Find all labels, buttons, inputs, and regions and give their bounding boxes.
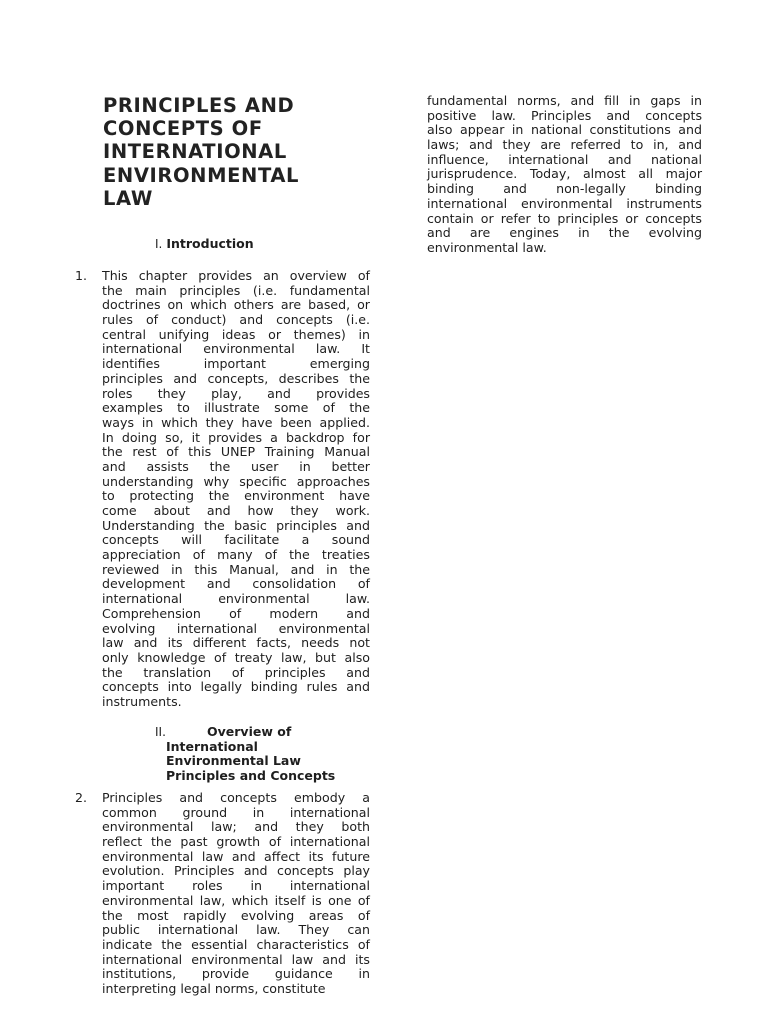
text-line: the translation of principles and <box>102 664 370 680</box>
text-line: development and consolidation of <box>102 576 370 592</box>
text-line: influence, international and national <box>427 151 702 167</box>
text-line: international environmental instruments <box>427 195 702 211</box>
title-line: LAW <box>103 186 153 210</box>
text-line: international environmental law. It <box>102 341 370 357</box>
text-line: the main principles (i.e. fundamental <box>102 282 370 298</box>
text-line: concepts will facilitate a sound <box>102 532 370 548</box>
text-line: only knowledge of treaty law, but also <box>102 649 370 665</box>
text-line: doctrines on which others are based, or <box>102 297 370 313</box>
text-line: appreciation of many of the treaties <box>102 547 370 563</box>
text-line: environmental law. <box>427 239 547 255</box>
section-heading-overview <box>155 725 365 783</box>
text-line: In doing so, it provides a backdrop for <box>102 429 370 445</box>
text-line: rules of conduct) and concepts (i.e. <box>102 312 370 328</box>
text-line: to protecting the environment have <box>102 488 370 504</box>
text-line: law and its different facts, needs not <box>102 635 370 651</box>
title-line: CONCEPTS OF <box>103 117 263 141</box>
text-line: and are engines in the evolving <box>427 225 702 241</box>
text-line: understanding why specific approaches <box>102 473 370 489</box>
section-title: Introduction <box>166 236 254 251</box>
section-title-line: International <box>166 738 258 754</box>
text-line: also appear in national constitutions and <box>427 122 702 138</box>
text-line: This chapter provides an overview of <box>102 268 370 283</box>
section-title-line: Overview of <box>207 724 292 739</box>
text-line: the most rapidly evolving areas of <box>102 907 370 923</box>
text-line: jurisprudence. Today, almost all major <box>427 166 702 182</box>
text-line: reviewed in this Manual, and in the <box>102 561 370 577</box>
paragraph-number: 2. <box>75 790 88 805</box>
paragraph-1 <box>75 268 370 710</box>
paragraph-2-continued <box>427 94 702 256</box>
document-title <box>103 94 343 210</box>
text-line: Comprehension of modern and <box>102 605 370 621</box>
text-line: the rest of this UNEP Training Manual <box>102 444 370 460</box>
title-line: PRINCIPLES AND <box>103 94 295 117</box>
text-line: public international law. They can <box>102 922 370 938</box>
text-line: environmental law and affect its future <box>102 848 370 864</box>
text-line: evolving international environmental <box>102 620 370 636</box>
text-line: and assists the user in better <box>102 458 370 474</box>
text-line: common ground in international <box>102 804 370 820</box>
text-line: Understanding the basic principles and <box>102 517 370 533</box>
text-line: identifies important emerging <box>102 356 370 372</box>
text-line: roles they play, and provides <box>102 385 370 401</box>
section-heading-introduction <box>155 237 254 252</box>
text-line: come about and how they work. <box>102 503 370 518</box>
title-line: INTERNATIONAL <box>103 140 287 164</box>
text-line: important roles in international <box>102 878 370 894</box>
text-line: indicate the essential characteristics of <box>102 936 370 952</box>
title-line: ENVIRONMENTAL <box>103 163 300 187</box>
text-line: fundamental norms, and fill in gaps in <box>427 93 702 108</box>
text-line: contain or refer to principles or concepts <box>427 210 702 226</box>
paragraph-number: 1. <box>75 268 88 283</box>
text-line: concepts into legally binding rules and <box>102 679 370 695</box>
section-title-line: Environmental Law <box>166 753 301 769</box>
section-number: II. <box>155 725 166 739</box>
text-line: binding and non-legally binding <box>427 181 702 197</box>
section-number: I. <box>155 237 163 251</box>
text-line: laws; and they are referred to in, and <box>427 137 702 153</box>
text-line: reflect the past growth of international <box>102 834 370 850</box>
text-line: instruments. <box>102 693 182 709</box>
paragraph-2 <box>75 790 370 997</box>
section-title-line: Principles and Concepts <box>166 767 336 783</box>
text-line: Principles and concepts embody a <box>102 790 370 805</box>
text-line: principles and concepts, describes the <box>102 370 370 386</box>
text-line: positive law. Principles and concepts <box>427 107 702 123</box>
text-line: international environmental law and its <box>102 951 370 967</box>
text-line: interpreting legal norms, constitute <box>102 980 326 996</box>
text-line: environmental law; and they both <box>102 819 370 835</box>
text-line: ways in which they have been applied. <box>102 414 370 430</box>
text-line: evolution. Principles and concepts play <box>102 863 370 879</box>
text-line: environmental law, which itself is one of <box>102 892 370 908</box>
text-line: central unifying ideas or themes) in <box>102 326 370 342</box>
text-line: international environmental law. <box>102 591 370 607</box>
text-line: institutions, provide guidance in <box>102 966 370 982</box>
text-line: examples to illustrate some of the <box>102 400 370 416</box>
